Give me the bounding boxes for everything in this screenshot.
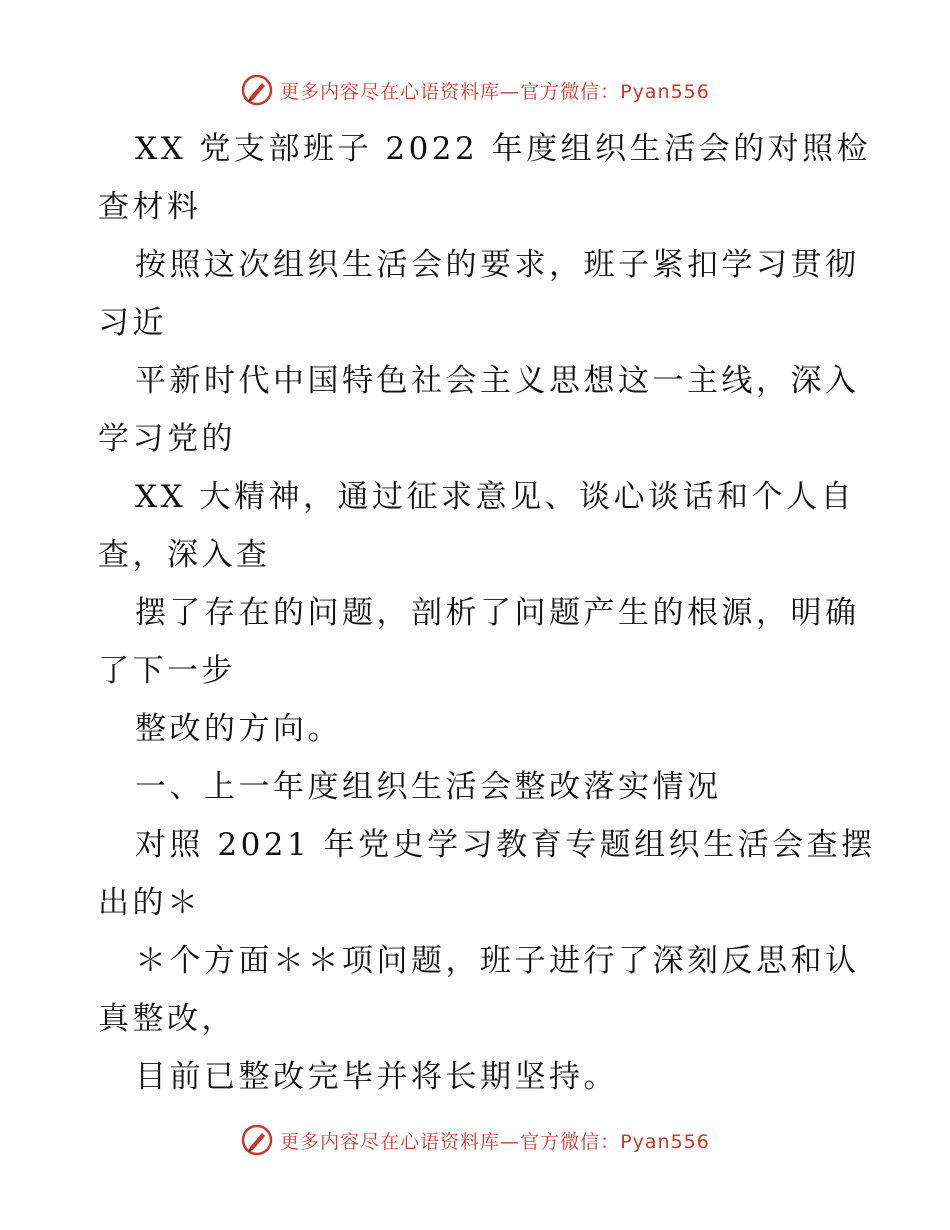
doc-paragraph-line: XX 大精神，通过征求意见、谈心谈话和个人自	[135, 479, 855, 515]
pen-logo-icon	[240, 1123, 274, 1157]
footer-watermark	[0, 1120, 950, 1160]
doc-paragraph-line: 平新时代中国特色社会主义思想这一主线，深入	[135, 363, 860, 399]
doc-paragraph-line: 对照 2021 年党史学习教育专题组织生活会查摆	[135, 827, 876, 863]
section-heading: 一、上一年度组织生活会整改落实情况	[135, 769, 722, 805]
watermark-group	[240, 1123, 710, 1157]
watermark-group	[240, 73, 710, 107]
doc-paragraph-line: 按照这次组织生活会的要求，班子紧扣学习贯彻	[135, 247, 860, 283]
doc-paragraph-line: 查，深入查	[98, 537, 271, 573]
doc-paragraph-line: 了下一步	[98, 653, 236, 689]
doc-paragraph-line: 出的＊	[98, 885, 202, 921]
doc-paragraph-line: 习近	[98, 305, 167, 341]
doc-paragraph-line: ＊个方面＊＊项问题，班子进行了深刻反思和认	[135, 943, 860, 979]
doc-paragraph-line: 真整改，	[98, 1001, 236, 1037]
doc-title-line-2: 查材料	[98, 189, 202, 225]
pen-logo-icon	[240, 73, 274, 107]
doc-paragraph-line: 学习党的	[98, 421, 236, 457]
doc-title-line-1: XX 党支部班子 2022 年度组织生活会的对照检	[135, 131, 872, 167]
watermark-text: 更多内容尽在心语资料库—官方微信：Pyan556	[280, 1130, 710, 1153]
document-body	[98, 120, 876, 1106]
header-watermark	[0, 70, 950, 110]
doc-paragraph-line: 整改的方向。	[135, 711, 342, 747]
doc-paragraph-line: 目前已整改完毕并将长期坚持。	[135, 1059, 618, 1095]
watermark-text: 更多内容尽在心语资料库—官方微信：Pyan556	[280, 80, 710, 103]
doc-paragraph-line: 摆了存在的问题，剖析了问题产生的根源，明确	[135, 595, 860, 631]
